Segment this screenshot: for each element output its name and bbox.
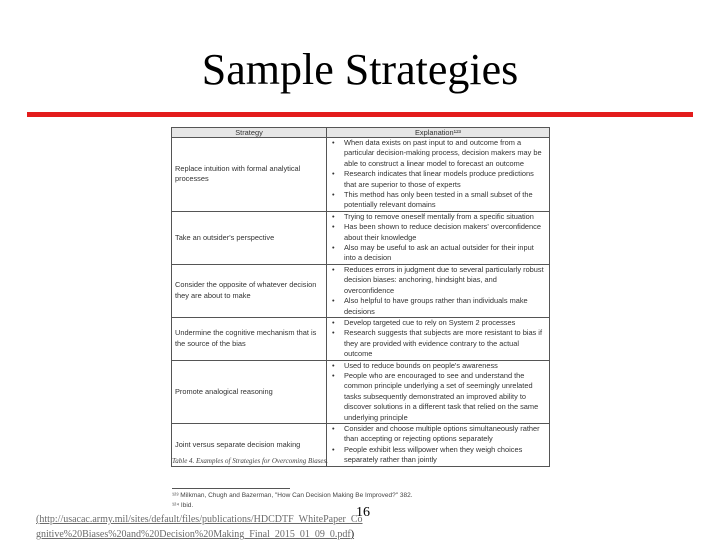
explanation-point: • Used to reduce bounds on people's awareness bbox=[344, 361, 546, 371]
table-row bbox=[172, 211, 550, 264]
table-row bbox=[172, 138, 550, 212]
table-row bbox=[172, 317, 550, 360]
explanation-point: • Also may be useful to ask an actual outsider for their input into a decision bbox=[344, 243, 546, 264]
explanation-cell bbox=[327, 138, 550, 212]
explanation-point: • People exhibit less willpower when they weigh choices separately rather than jointly bbox=[344, 445, 546, 466]
explanation-point: • Reduces errors in judgment due to several particularly robust decision biases: anchoring, hindsight bias, and overconfidence bbox=[344, 265, 546, 296]
source-link-continued[interactable] bbox=[36, 529, 354, 540]
table-caption: Table 4. Examples of Strategies for Overcoming Biases. bbox=[172, 457, 328, 465]
header-strategy: Strategy bbox=[172, 128, 327, 138]
strategy-cell: Undermine the cognitive mechanism that is the source of the bias bbox=[172, 317, 327, 360]
explanation-point: • Consider and choose multiple options simultaneously rather than accepting or rejecting options separately bbox=[344, 424, 546, 445]
source-link-text[interactable]: gnitive%20Biases%20and%20Decision%20Making_Final_2015_01_09_0.pdf bbox=[36, 529, 351, 540]
strategies-table bbox=[171, 127, 550, 467]
strategy-cell: Take an outsider's perspective bbox=[172, 211, 327, 264]
footnote-divider bbox=[172, 488, 290, 489]
header-explanation: Explanation¹²³ bbox=[327, 128, 550, 138]
explanation-point: • Research indicates that linear models produce predictions that are superior to those of experts bbox=[344, 169, 546, 190]
closing-paren: ) bbox=[350, 529, 355, 540]
strategy-cell: Joint versus separate decision making bbox=[172, 423, 327, 466]
explanation-cell bbox=[327, 360, 550, 423]
table-row bbox=[172, 360, 550, 423]
strategy-cell: Consider the opposite of whatever decision they are about to make bbox=[172, 264, 327, 317]
footnote: ¹²⁴ Ibid. bbox=[172, 502, 194, 509]
explanation-cell bbox=[327, 211, 550, 264]
explanation-point: • Also helpful to have groups rather than individuals make decisions bbox=[344, 296, 546, 317]
page-number: 16 bbox=[356, 505, 370, 520]
explanation-point: • Research suggests that subjects are more resistant to bias if they are provided with evidence contrary to the actual outcome bbox=[344, 328, 546, 359]
source-link[interactable]: (http://usacac.army.mil/sites/default/files/publications/HDCDTF_WhitePaper_Co bbox=[36, 514, 363, 525]
table-row bbox=[172, 264, 550, 317]
table-header-row bbox=[172, 128, 550, 138]
explanation-point: • When data exists on past input to and outcome from a particular decision-making process, decision makers may be able to construct a linear model to forecast an outcome bbox=[344, 138, 546, 169]
explanation-point: • Has been shown to reduce decision makers' overconfidence about their knowledge bbox=[344, 222, 546, 243]
explanation-cell bbox=[327, 317, 550, 360]
footnote: ¹²³ Milkman, Chugh and Bazerman, "How Can Decision Making Be Improved?" 382. bbox=[172, 492, 413, 499]
explanation-point: • People who are encouraged to see and understand the common principle underlying a set of seemingly unrelated tasks subsequently demonstrated an improved ability to discover solutions in a different task that relied on the same underlying principle bbox=[344, 371, 546, 423]
slide-title: Sample Strategies bbox=[201, 45, 519, 94]
strategy-cell: Replace intuition with formal analytical processes bbox=[172, 138, 327, 212]
strategy-cell: Promote analogical reasoning bbox=[172, 360, 327, 423]
explanation-point: • Develop targeted cue to rely on System 2 processes bbox=[344, 318, 546, 328]
explanation-cell bbox=[327, 264, 550, 317]
title-divider bbox=[27, 112, 693, 117]
explanation-point: • Trying to remove oneself mentally from a specific situation bbox=[344, 212, 546, 222]
explanation-point: • This method has only been tested in a small subset of the potentially relevant domains bbox=[344, 190, 546, 211]
